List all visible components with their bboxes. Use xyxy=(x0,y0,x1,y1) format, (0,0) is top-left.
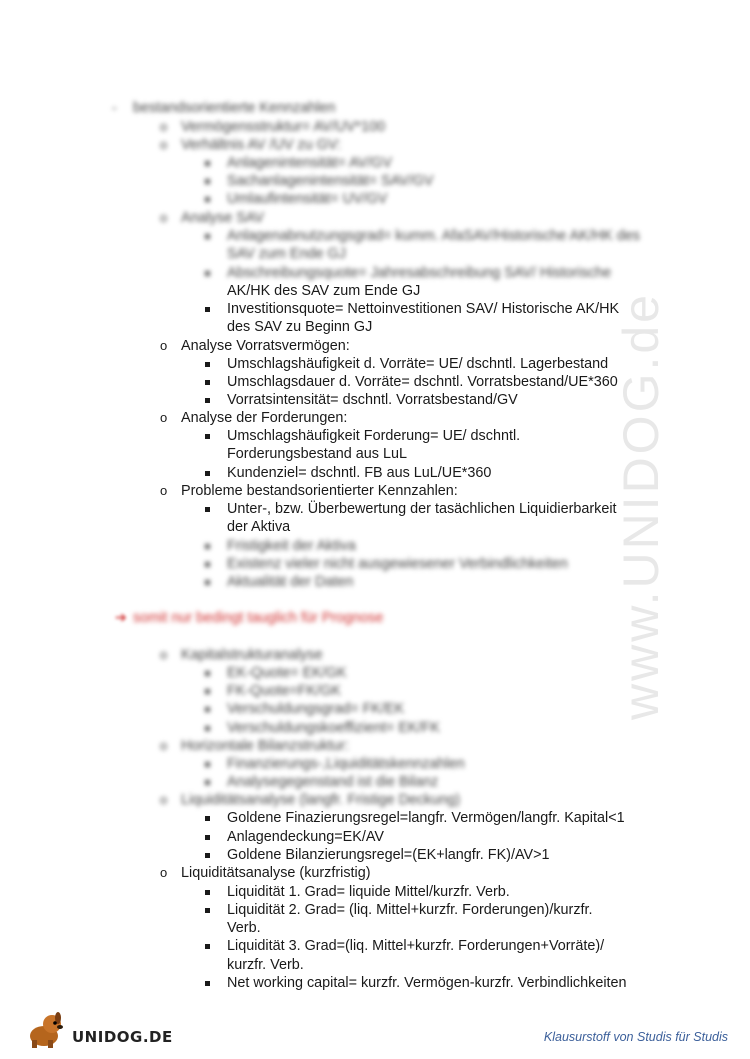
square-bullet xyxy=(205,471,210,476)
text-line: Analyse der Forderungen: xyxy=(181,410,348,426)
text-line: FK-Quote=FK/GK xyxy=(227,683,341,699)
text-line: Anlagendeckung=EK/AV xyxy=(227,829,384,845)
square-bullet xyxy=(205,726,210,731)
text-line: Liquidität 1. Grad= liquide Mittel/kurzfr. Verb. xyxy=(227,884,510,900)
circle-bullet: o xyxy=(160,647,168,662)
text-line: Anlagenabnutzungsgrad= kumm. AfaSAV/Historische AK/HK des xyxy=(227,228,640,244)
circle-bullet: o xyxy=(160,738,168,753)
square-bullet xyxy=(205,544,210,549)
square-bullet xyxy=(205,362,210,367)
text-line: Kundenziel= dschntl. FB aus LuL/UE*360 xyxy=(227,465,492,481)
square-bullet xyxy=(205,179,210,184)
text-line: Liquiditätsanalyse (langfr. Fristige Deckung) xyxy=(181,792,461,808)
text-line: Aktualität der Daten xyxy=(227,574,354,590)
square-bullet xyxy=(205,853,210,858)
text-line: Liquiditätsanalyse (kurzfristig) xyxy=(181,865,371,881)
text-line: Vermögensstruktur= AV/UV*100 xyxy=(181,119,386,135)
square-bullet xyxy=(205,562,210,567)
text-line: Finanzierungs-,Liquiditätskennzahlen xyxy=(227,756,465,772)
text-line: Liquidität 2. Grad= (liq. Mittel+kurzfr. Forderungen)/kurzfr. xyxy=(227,902,593,918)
square-bullet xyxy=(205,307,210,312)
square-bullet xyxy=(205,762,210,767)
footer-tagline: Klausurstoff von Studis für Studis xyxy=(543,1030,728,1044)
text-line: Liquidität 3. Grad=(liq. Mittel+kurzfr. Forderungen+Vorräte)/ xyxy=(227,938,605,954)
text-line: Analyse Vorratsvermögen: xyxy=(181,338,350,354)
text-line: Existenz vieler nicht ausgewiesener Verbindlichkeiten xyxy=(227,556,568,572)
square-bullet xyxy=(205,507,210,512)
square-bullet xyxy=(205,890,210,895)
square-bullet xyxy=(205,380,210,385)
text-line: Verschuldungsgrad= FK/EK xyxy=(227,701,405,717)
text-line: SAV zum Ende GJ xyxy=(227,246,346,262)
circle-bullet: o xyxy=(160,338,168,353)
text-line: bestandsorientierte Kennzahlen xyxy=(133,100,336,116)
text-line: Analysegegenstand ist die Bilanz xyxy=(227,774,439,790)
circle-bullet: o xyxy=(160,119,168,134)
square-bullet xyxy=(205,689,210,694)
square-bullet xyxy=(205,944,210,949)
text-line: des SAV zu Beginn GJ xyxy=(227,319,373,335)
text-line: Forderungsbestand aus LuL xyxy=(227,446,408,462)
circle-bullet: o xyxy=(160,210,168,225)
text-line: der Aktiva xyxy=(227,519,291,535)
square-bullet xyxy=(205,981,210,986)
square-bullet xyxy=(205,271,210,276)
circle-bullet: o xyxy=(160,483,168,498)
square-bullet xyxy=(205,434,210,439)
text-line: Sachanlagenintensität= SAV/GV xyxy=(227,173,434,189)
text-line: Fristigkeit der Aktiva xyxy=(227,538,356,554)
text-line: Net working capital= kurzfr. Vermögen-kurzfr. Verbindlichkeiten xyxy=(227,975,627,991)
text-line: Investitionsquote= Nettoinvestitionen SAV/ Historische AK/HK xyxy=(227,301,620,317)
text-line: Verschuldungskoeffizient= EK/FK xyxy=(227,720,440,736)
text-line: Umschlagshäufigkeit d. Vorräte= UE/ dschntl. Lagerbestand xyxy=(227,356,609,372)
circle-bullet: o xyxy=(160,137,168,152)
watermark: www.UNIDOG.de xyxy=(613,292,669,720)
text-line: Kapitalstrukturanalyse xyxy=(181,647,323,663)
text-line: somit nur bedingt tauglich für Prognose xyxy=(133,610,384,626)
text-line: EK-Quote= EK/GK xyxy=(227,665,347,681)
square-bullet xyxy=(205,580,210,585)
text-line: Abschreibungsquote= Jahresabschreibung SAV/ Historische xyxy=(227,265,612,281)
square-bullet xyxy=(205,908,210,913)
square-bullet xyxy=(205,816,210,821)
arrow-icon: ➔ xyxy=(115,609,127,625)
square-bullet xyxy=(205,707,210,712)
unidog-logo xyxy=(22,1010,182,1050)
text-line: kurzfr. Verb. xyxy=(227,957,304,973)
square-bullet xyxy=(205,161,210,166)
text-line: Anlagenintensität= AV/GV xyxy=(227,155,392,171)
square-bullet xyxy=(205,835,210,840)
square-bullet xyxy=(205,197,210,202)
text-line: Vorratsintensität= dschntl. Vorratsbestand/GV xyxy=(227,392,518,408)
square-bullet xyxy=(205,398,210,403)
logo-text: UNIDOG.DE xyxy=(72,1028,173,1046)
circle-bullet: o xyxy=(160,410,168,425)
text-line: Goldene Bilanzierungsregel=(EK+langfr. FK)/AV>1 xyxy=(227,847,550,863)
square-bullet xyxy=(205,671,210,676)
text-line: Verb. xyxy=(227,920,261,936)
dog-icon xyxy=(22,1010,70,1050)
text-line: Umlaufintensität= UV/GV xyxy=(227,191,388,207)
square-bullet xyxy=(205,234,210,239)
text-line: AK/HK des SAV zum Ende GJ xyxy=(227,283,421,299)
text-line: Umschlagshäufigkeit Forderung= UE/ dschntl. xyxy=(227,428,521,444)
text-line: Analyse SAV xyxy=(181,210,264,226)
text-line: Probleme bestandsorientierter Kennzahlen: xyxy=(181,483,458,499)
text-line: Goldene Finazierungsregel=langfr. Vermögen/langfr. Kapital<1 xyxy=(227,810,625,826)
circle-bullet: o xyxy=(160,865,168,880)
text-line: Umschlagsdauer d. Vorräte= dschntl. Vorratsbestand/UE*360 xyxy=(227,374,618,390)
text-line: Horizontale Bilanzstruktur: xyxy=(181,738,349,754)
square-bullet xyxy=(205,780,210,785)
circle-bullet: o xyxy=(160,792,168,807)
text-line: Verhältnis AV /UV zu GV: xyxy=(181,137,341,153)
text-line: Unter-, bzw. Überbewertung der tasächlichen Liquidierbarkeit xyxy=(227,501,617,517)
dash-bullet: - xyxy=(112,99,117,115)
